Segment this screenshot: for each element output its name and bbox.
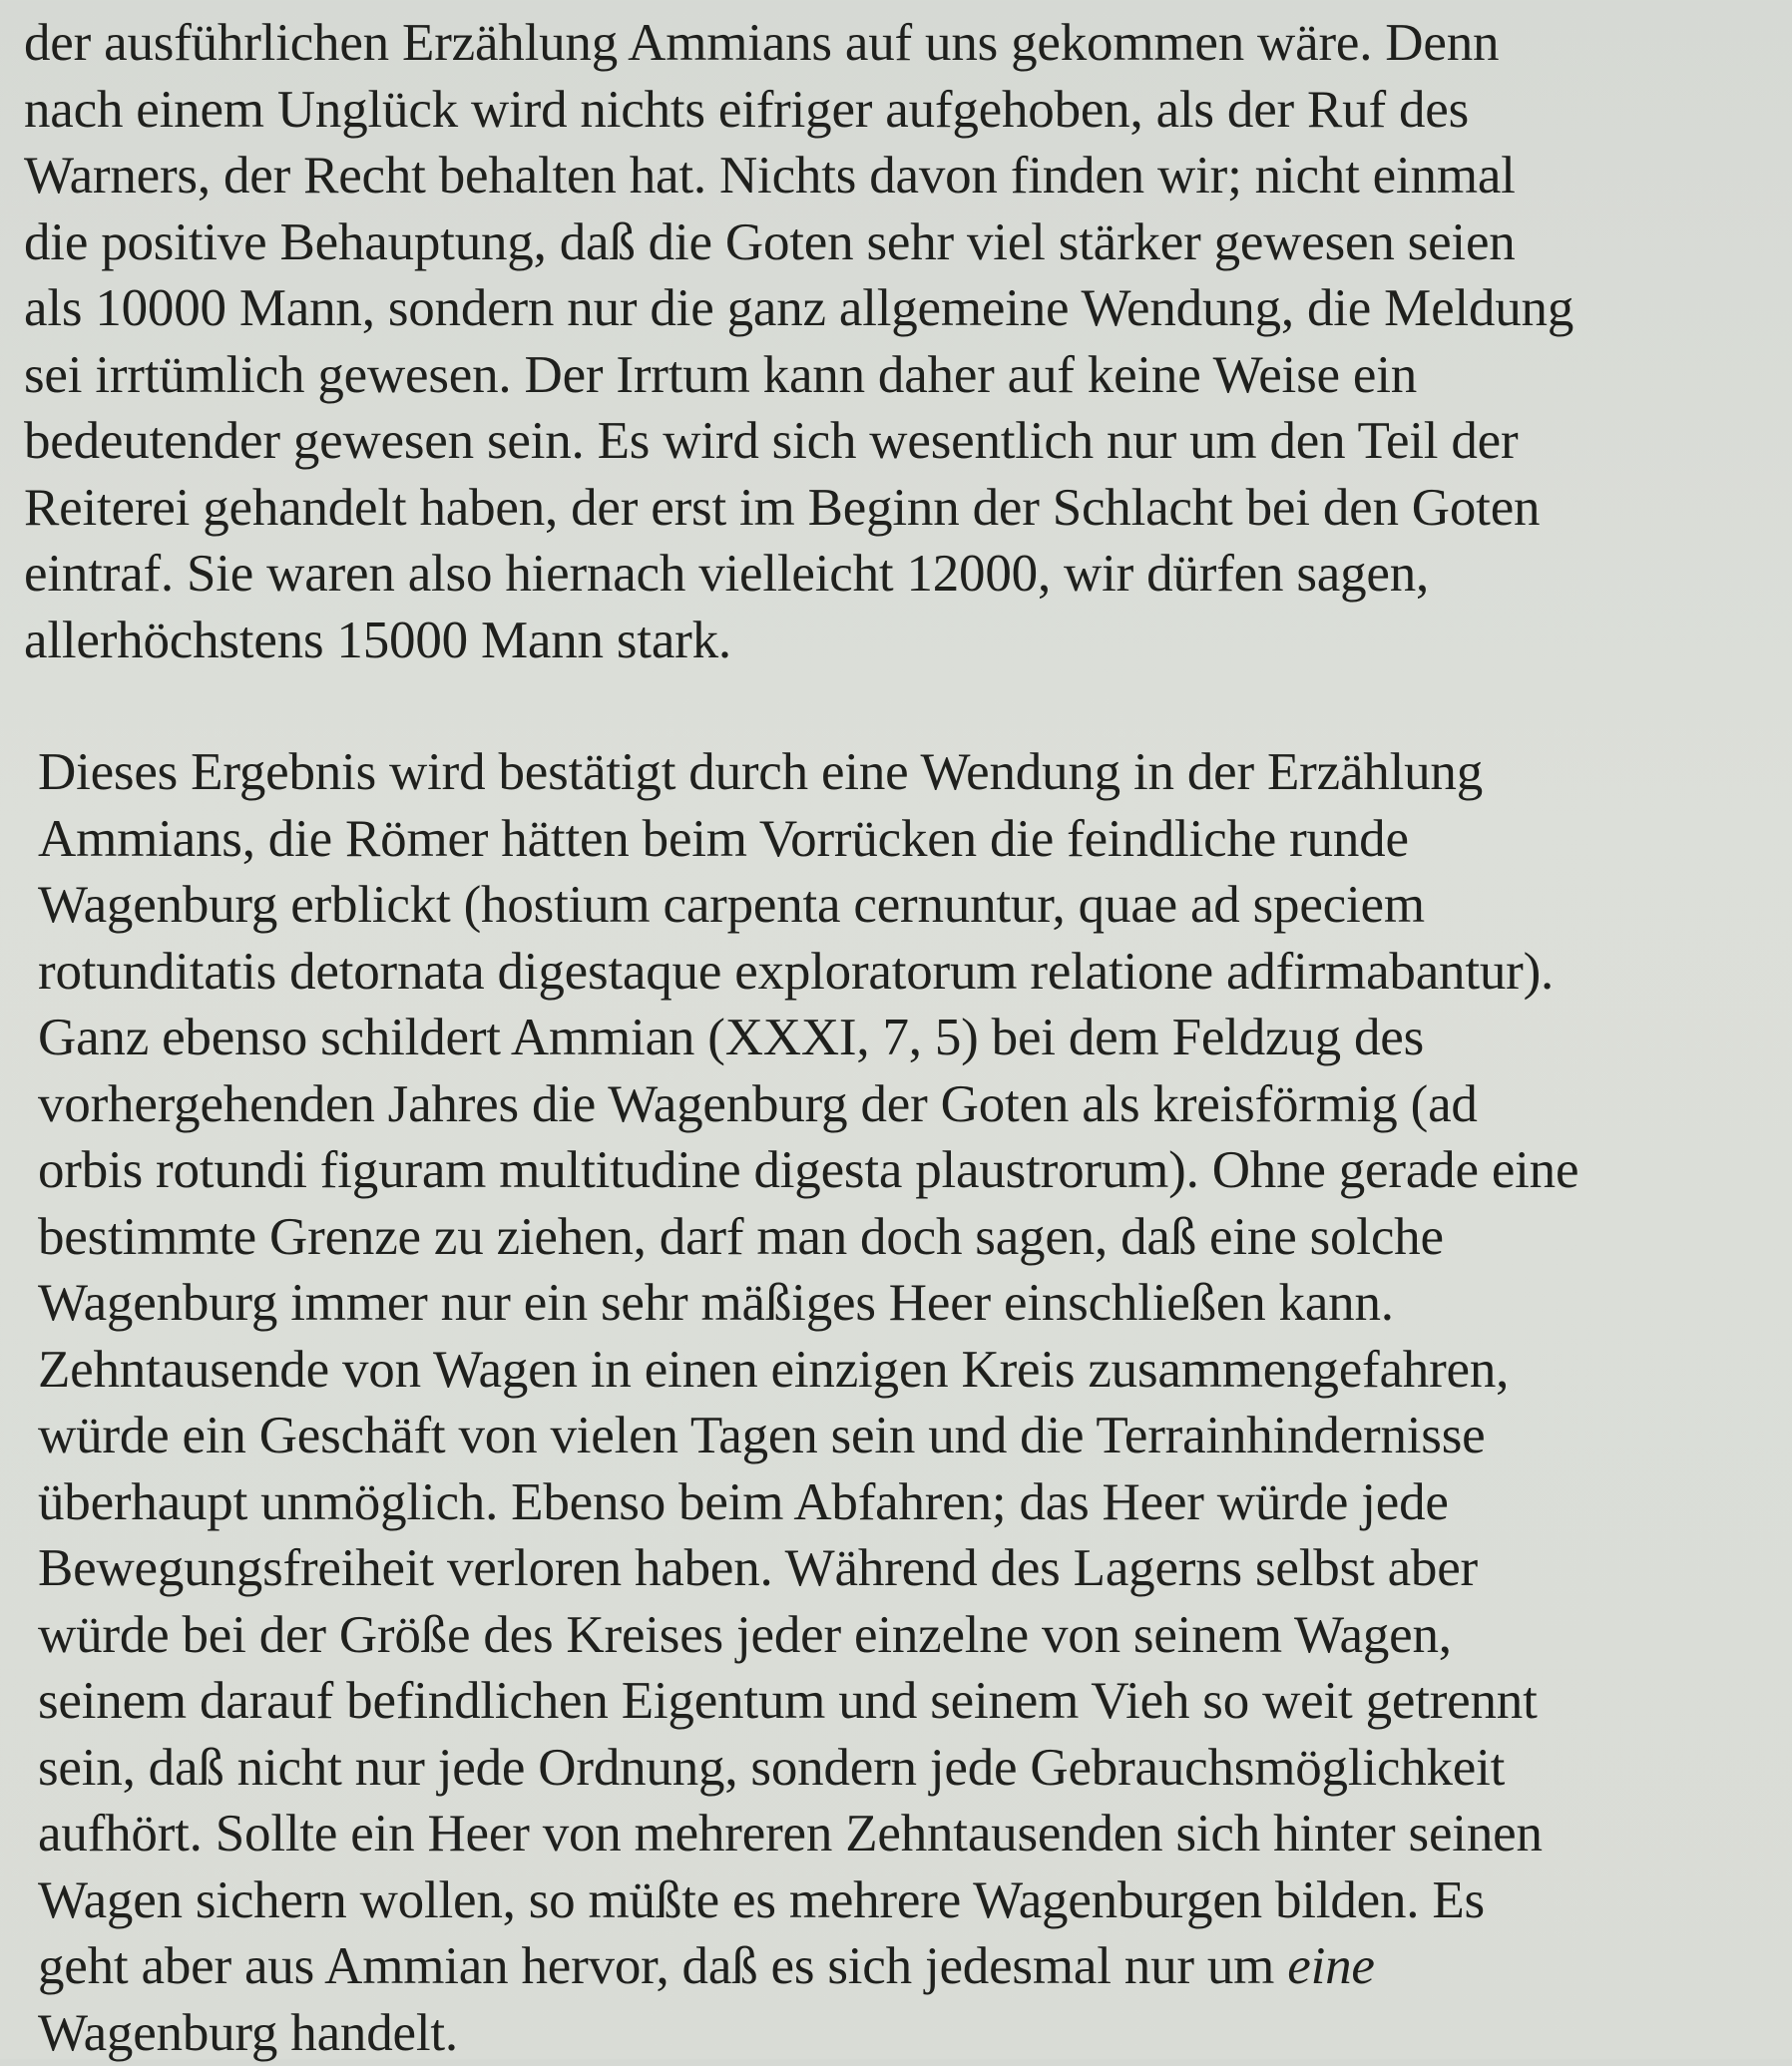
text-line: als 10000 Mann, sondern nur die ganz allgemeine Wendung, die Meldung: [24, 275, 1752, 342]
text-line: eintraf. Sie waren also hiernach vielleicht 12000, wir dürfen sagen,: [24, 541, 1752, 608]
text-line: Bewegungsfreiheit verloren haben. Während des Lagerns selbst aber: [24, 1535, 1752, 1602]
text-line: vorhergehenden Jahres die Wagenburg der Goten als kreisförmig (ad: [24, 1071, 1752, 1138]
text-line: Ammians, die Römer hätten beim Vorrücken die feindliche runde: [24, 806, 1752, 873]
emphasized-word: eine: [1287, 1937, 1374, 1995]
text-line: bedeutender gewesen sein. Es wird sich wesentlich nur um den Teil der: [24, 408, 1752, 475]
text-line: nach einem Unglück wird nichts eifriger aufgehoben, als der Ruf des: [24, 77, 1752, 144]
text-line: würde bei der Größe des Kreises jeder einzelne von seinem Wagen,: [24, 1602, 1752, 1669]
text-line: Warners, der Recht behalten hat. Nichts davon finden wir; nicht einmal: [24, 143, 1752, 209]
text-line: seinem darauf befindlichen Eigentum und seinem Vieh so weit getrennt: [24, 1668, 1752, 1735]
text-line: der ausführlichen Erzählung Ammians auf uns gekommen wäre. Denn: [24, 10, 1752, 77]
text-segment: geht aber aus Ammian hervor, daß es sich jedesmal nur um: [38, 1937, 1287, 1995]
text-line: sei irrtümlich gewesen. Der Irrtum kann daher auf keine Weise ein: [24, 342, 1752, 409]
paragraph-1: [24, 10, 1752, 673]
paragraph-2: [24, 739, 1752, 2066]
text-line: Wagenburg handelt.: [24, 2000, 1752, 2066]
text-line: würde ein Geschäft von vielen Tagen sein und die Terrainhindernisse: [24, 1403, 1752, 1469]
text-line: überhaupt unmöglich. Ebenso beim Abfahren; das Heer würde jede: [24, 1469, 1752, 1536]
text-line: sein, daß nicht nur jede Ordnung, sondern jede Gebrauchsmöglichkeit: [24, 1735, 1752, 1802]
text-line: Reiterei gehandelt haben, der erst im Beginn der Schlacht bei den Goten: [24, 475, 1752, 542]
text-line: allerhöchstens 15000 Mann stark.: [24, 608, 1752, 674]
text-line: bestimmte Grenze zu ziehen, darf man doch sagen, daß eine solche: [24, 1204, 1752, 1271]
text-line: aufhört. Sollte ein Heer von mehreren Zehntausenden sich hinter seinen: [24, 1801, 1752, 1867]
text-line: die positive Behauptung, daß die Goten sehr viel stärker gewesen seien: [24, 209, 1752, 276]
text-line: Ganz ebenso schildert Ammian (XXXI, 7, 5) bei dem Feldzug des: [24, 1005, 1752, 1071]
text-line: orbis rotundi figuram multitudine digesta plaustrorum). Ohne gerade eine: [24, 1137, 1752, 1204]
text-line: Zehntausende von Wagen in einen einzigen Kreis zusammengefahren,: [24, 1337, 1752, 1404]
text-line: rotunditatis detornata digestaque exploratorum relatione adfirmabantur).: [24, 939, 1752, 1006]
text-line: Wagenburg erblickt (hostium carpenta cernuntur, quae ad speciem: [24, 872, 1752, 939]
text-line: Wagen sichern wollen, so müßte es mehrere Wagenburgen bilden. Es: [24, 1867, 1752, 1934]
text-line: Wagenburg immer nur ein sehr mäßiges Heer einschließen kann.: [24, 1270, 1752, 1337]
text-line-with-emphasis: [24, 1933, 1752, 2000]
text-line: Dieses Ergebnis wird bestätigt durch eine Wendung in der Erzählung: [24, 739, 1752, 806]
